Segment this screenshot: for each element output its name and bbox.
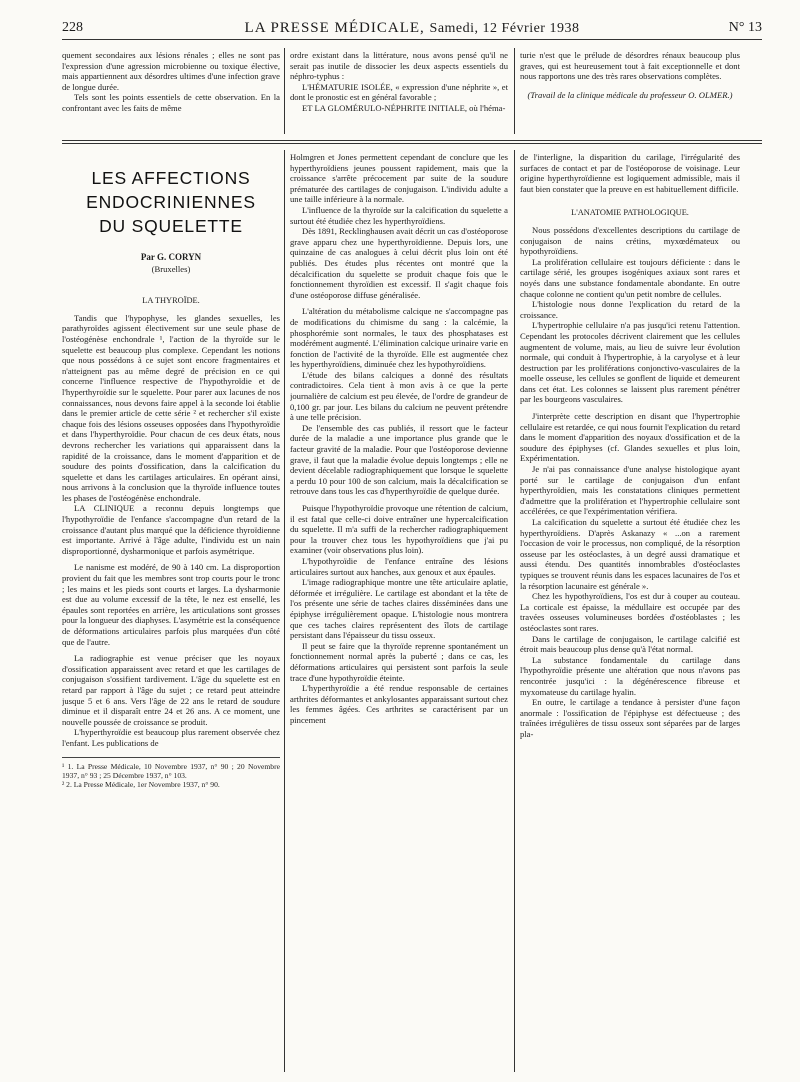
paragraph: De l'ensemble des cas publiés, il ressort que le facteur durée de la maladie a une importance plus grande que le facteur gravité de la maladie. Pour que l'ostéoporose devienne grave, il faut que la maladie évolue depuis longtemps ; elle ne devient décelable radiographiquement que lorsque le squelette a perdu 10 pour 100 de son calcium, mais la décalcification se retrouve dans tous les cas d'hyperthyroïdie de quelque durée. [290, 422, 508, 497]
section-heading: L'ANATOMIE PATHOLOGIQUE. [571, 208, 689, 218]
paragraph: La prolifération cellulaire est toujours déficiente : dans le cartilage sérié, les groupes isogéniques axiaux sont rares et noyés dans une substance fondamentale abondante. En outre chaque colonne ne contient qu'un petit nombre de cellules. [520, 256, 740, 299]
paragraph: Tandis que l'hypophyse, les glandes sexuelles, les parathyroïdes agissent électivement sur une seule phase de l'ostéogénèse enchondrale ¹, l'action de la thyroïde sur le squelette est beaucoup plus complexe. Cependant les notions que nous possédons à ce sujet sont encore fragmentaires et n'atteignent pas au même degré de précision en ce qui concerne l'influence respective de l'hypothyroïdie et de l'hyperthyroïdie sur le squelette. Pour parer aux lacunes de nos connaissances, nous devons faire appel à la seconde loi établie dans le premier article de cette série ² et rechercher s'il existe chaque fois des lésions osseuses opposées dans l'hypothyroïdie et dans l'hyperthyroïdie. Pour chacun de ces deux états, nous devrons rechercher les variations qui apparaissent dans la rapidité de la croissance, dans le moment d'apparition et de soudure des points d'ossification, dans la calcification du squelette et dans les cartilages articulaires. En opérant ainsi, nous arrivons à la conclusion que la thyroïde influence toutes les phases de l'ostéogénèse enchondrale. [62, 312, 280, 503]
column-divider [514, 150, 515, 1072]
article-title-line: DU SQUELETTE [99, 216, 243, 236]
paragraph: Chez les hypothyroïdiens, l'os est dur à couper au couteau. La corticale est épaisse, la médullaire est occupée par des travées osseuses volumineuses bordées d'ostéoblastes ; les ostéoclastes sont rares. [520, 591, 740, 633]
page-number: 228 [62, 20, 83, 35]
paragraph: ordre existant dans la littérature, nous avons pensé qu'il ne serait pas inutile de dissocier les deux aspects essentiels du néphro-typhus : [290, 50, 508, 82]
column-divider [284, 48, 285, 134]
paragraph: quement secondaires aux lésions rénales ; elles ne sont pas l'expression d'une agression microbienne ou toxique élective, mais appartiennent aux désordres ultimes d'une infection grave de longue durée. [62, 50, 280, 92]
paragraph: L'altération du métabolisme calcique ne s'accompagne pas de modifications du chimisme du sang : la calcémie, la phosphorémie sont normales, le taux des phosphatases est modérément augmenté. L'élimination calcique urinaire varie en fonction de l'activité de la thyroïde. Elle est augmentée chez les hyperthyroïdiens, diminuée chez les hypothyroïdiens. [290, 306, 508, 370]
article-title-line: LES AFFECTIONS [91, 168, 251, 188]
issue-number: N° 13 [728, 20, 762, 35]
section-rule [62, 143, 762, 144]
paragraph: LA CLINIQUE a reconnu depuis longtemps que l'hypothyroïdie de l'enfance s'accompagne d'un retard de la croissance d'autant plus marqué que la déficience thyroïdienne est importante. Arrivé à l'âge adulte, l'individu est un nain disproportionné, dysharmonique et parfois asymétrique. [62, 503, 280, 556]
paragraph: La substance fondamentale du cartilage dans l'hypothyroïdie présente une altération que nous n'avons pas rencontrée jusqu'ici : la dégénérescence fibreuse et myxomateuse du cartilage hyalin. [520, 654, 740, 697]
column-divider [514, 48, 515, 134]
paragraph: La radiographie est venue préciser que les noyaux d'ossification apparaissent avec retard et que les cartilages de conjugaison s'ossifient tardivement. L'âge du squelette est en retard par rapport à l'âge du sujet ; ce retard peut atteindre jusque 5 et 6 ans. Vers l'âge de 22 ans le retard de soudure diminue et il disparaît entre 24 et 26 ans. A ce moment, une nouvelle poussée de croissance se produit. [62, 653, 280, 727]
paragraph: L'histologie nous donne l'explication du retard de la croissance. [520, 299, 740, 320]
running-header [62, 20, 762, 40]
paragraph: Il peut se faire que la thyroïde reprenne spontanément un fonctionnement normal après la puberté ; dans ce cas, les déformations articulaires qui persistent sont parfois la seule trace d'une hypothyroïdie éteinte. [290, 640, 508, 683]
paragraph: L'hyperthyroïdie est beaucoup plus rarement observée chez l'enfant. Les publications de [62, 727, 280, 748]
issue-date: Samedi, 12 Février 1938 [429, 21, 580, 36]
section-heading: LA THYROÏDE. [142, 296, 200, 306]
paragraph: L'hypothyroïdie de l'enfance entraîne des lésions articulaires surtout aux hanches, aux genoux et aux épaules. [290, 555, 508, 577]
article-column-1 [62, 166, 280, 1071]
author-credit: (Travail de la clinique médicale du professeur O. OLMER.) [527, 89, 733, 100]
paragraph: ET LA GLOMÉRULO-NÉPHRITE INITIALE, où l'héma- [302, 102, 506, 113]
paragraph: Dans le cartilage de conjugaison, le cartilage calcifié est étroit mais beaucoup plus dense qu'à l'état normal. [520, 633, 740, 655]
top-column-3 [520, 50, 740, 134]
top-column-2 [290, 50, 508, 134]
journal-name: LA PRESSE MÉDICALE, [244, 20, 425, 36]
paragraph: L'image radiographique montre une tête articulaire aplatie, déformée et irrégulière. Le cartilage est abondant et la tête de l'os présente une série de taches claires disséminées dans une épiphyse irrégulièrement opaque. L'histologie nous montrera que ces taches claires représentent des îlots de cartilage persistant dans l'épaisseur du tissu osseux. [290, 577, 508, 641]
paragraph: La calcification du squelette a surtout été étudiée chez les hyperthyroïdiens. D'après Askanazy « ...on a rarement l'occasion de voir le processus, non compliqué, de la résorption osseuse par les ostéoclastes, à un degré aussi dramatique et aussi étendu. Des quantités innombrables d'ostéoclastes typiques se trouvent réunis dans les espaces lacunaires de l'os et la résorption lacunaire est générale ». [520, 517, 740, 591]
paragraph: J'interprète cette description en disant que l'hypertrophie cellulaire est retardée, ce qui nous fournit l'explication du retard dans le moment d'apparition des noyaux d'ossification et de la soudure des épiphyses (cf. Glandes sexuelles et plus loin, Expérimentation. [520, 411, 740, 464]
paragraph: turie n'est que le prélude de désordres rénaux beaucoup plus graves, qui est heureusement tout à fait exceptionnelle et dont nous rapportons une des très rares observations complètes. [520, 50, 740, 82]
footnotes [62, 757, 280, 790]
paragraph: L'hyperthyroïdie a été rendue responsable de certaines arthrites déformantes et ankylosantes apparaissant surtout chez les femmes âgées. Ces arthrites se caractérisent par un pincement [290, 683, 508, 725]
paragraph: L'étude des bilans calciques a donné des résultats contradictoires. Cela tient à mon avis à ce que la perte journalière de calcium est peu élevée, de l'ordre de grandeur de 0,100 gr. par jour. Les bilans du calcium ne peuvent prétendre à une telle précision. [290, 369, 508, 423]
paragraph: Nous possédons d'excellentes descriptions du cartilage de conjugaison de nains crétins, myxœdémateux ou hypothyroïdiens. [520, 224, 740, 257]
paragraph: L'HÉMATURIE ISOLÉE, « expression d'une néphrite », et dont le pronostic est en général favorable ; [290, 81, 508, 103]
paragraph: Tels sont les points essentiels de cette observation. En la confrontant avec les faits de même [62, 92, 280, 113]
article-author: Par G. CORYN [140, 252, 202, 262]
paragraph: Holmgren et Jones permettent cependant de conclure que les hyperthyroïdiens jeunes poussent rapidement, mais que la croissance s'arrête précocement par suite de la soudure prématurée des cartilages de conjugaison. L'individu adulte a une taille inférieure à la normale. [290, 152, 508, 205]
top-column-1 [62, 50, 280, 134]
article-title-line: ENDOCRINIENNES [86, 192, 256, 212]
paragraph: de l'interligne, la disparition du carilage, l'irrégularité des surfaces de contact et par de l'ostéoporose de voisinage. Leur origine hyperthyroïdienne est logiquement admissible, mais il faut bien constater que la preuve en est habituellement difficile. [520, 152, 740, 194]
column-divider [284, 150, 285, 1072]
paragraph: Je n'ai pas connaissance d'une analyse histologique ayant porté sur le cartilage de conjugaison d'un enfant hyperthyroïdien, mais les constatations cliniques permettent d'admettre que la prolifération et l'hypertrophie cellulaire sont accélérées, ce que l'expérimentation vérifiera. [520, 464, 740, 517]
footnote: ¹ 1. La Presse Médicale, 10 Novembre 1937, n° 90 ; 20 Novembre 1937, n° 93 ; 25 Décembre 1937, n° 103. [62, 761, 280, 780]
paragraph: L'influence de la thyroïde sur la calcification du squelette a surtout été étudiée chez les hyperthyroïdiens. [290, 204, 508, 226]
article-column-3 [520, 152, 740, 1071]
section-rule [62, 140, 762, 141]
article-title-block [62, 166, 280, 274]
article-location: (Bruxelles) [151, 263, 191, 274]
article-column-2 [290, 152, 508, 1071]
header-rule [62, 39, 762, 40]
paragraph: Puisque l'hypothyroïdie provoque une rétention de calcium, il est fatal que celle-ci doive entraîner une hypercalcification du squelette. Il m'a suffi de la rechercher radiographiquement pour la trouver chez tous les hypothyroïdiens que j'ai pu examiner (voir observations plus loin). [290, 503, 508, 556]
footnote: ² 2. La Presse Médicale, 1er Novembre 1937, n° 90. [62, 780, 220, 790]
paragraph: Dès 1891, Recklinghausen avait décrit un cas d'ostéoporose grave apparu chez une hyperthyroïdienne. Depuis lors, une quinzaine de cas analogues à celui décrit plus loin ont été publiés. Des études plus récentes ont montré que la décalcification du squelette se produit chaque fois que le fonctionnement thyroïdien est excessif. Il s'agit chaque fois d'une ostéoporose diffuse généralisée. [290, 226, 508, 300]
paragraph: En outre, le cartilage a tendance à persister d'une façon anormale : l'ossification de l'épiphyse est défectueuse ; des traînées irrégulières de tissu osseux sont séparées par de larges pla- [520, 697, 740, 739]
journal-title [62, 20, 762, 37]
paragraph: L'hypertrophie cellulaire n'a pas jusqu'ici retenu l'attention. Cependant les protocoles décrivent clairement que les cellules augmentent de volume, mais, au lieu de suivre leur évolution normale, qui conduit à l'hypertrophie, à la caryolyse et à leur destruction par les proliférations conjonctivo-vasculaires de la moelle osseuse, les cellules se gonflent de liquide et demeurent dans cet état. Les colonnes se laissent plus rarement pénétrer par les bourgeons vasculaires. [520, 320, 740, 405]
paragraph: Le nanisme est modéré, de 90 à 140 cm. La disproportion provient du fait que les membres sont trop courts pour le tronc ; les mains et les pieds sont courts et larges. La dysharmonie est due au volume excessif de la tête, le nez est ensellé, les épaules sont reportées en arrière, les articulations sont grosses pour la longueur des diaphyses. L'asymétrie est la conséquence de déformations articulaires parfois plus marquées d'un côté que de l'autre. [62, 562, 280, 647]
